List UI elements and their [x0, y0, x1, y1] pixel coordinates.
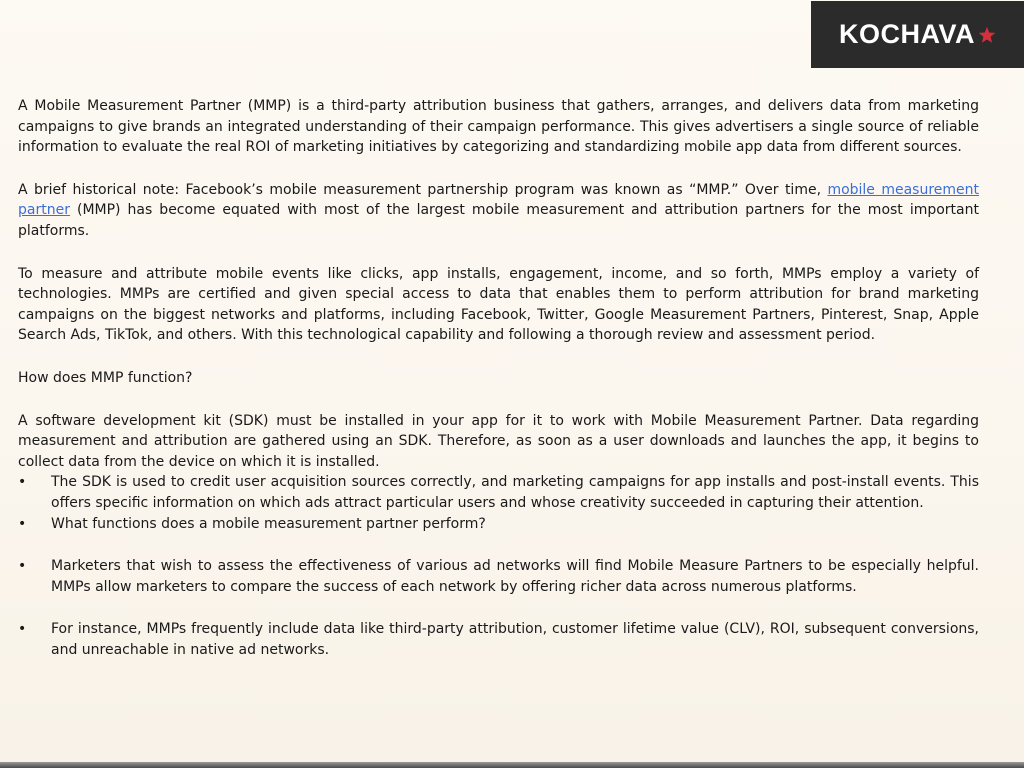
paragraph-technologies: To measure and attribute mobile events like clicks, app installs, engagement, income, and so forth, MMPs employ a variety of technologies. MMPs are certified and given special access to data that enables them to perform attribution for brand marketing campaigns on the biggest networks and platforms, including Facebook, Twitter, Google Measurement Partners, Pinterest, Snap, Apple Search Ads, TikTok, and others. With this technological capability and following a thorough review and assessment period.	[18, 265, 979, 344]
bullet-icon: •	[18, 515, 27, 532]
list-item-text: The SDK is used to credit user acquisition sources correctly, and marketing campaigns for app installs and post-install events. This offers specific information on which ads attract particular users and whose creativity succeeded in capturing their attention.	[51, 474, 979, 511]
section-heading: How does MMP function?	[18, 369, 193, 386]
star-icon	[978, 26, 996, 44]
paragraph-intro: A Mobile Measurement Partner (MMP) is a third-party attribution business that gathers, arranges, and delivers data from marketing campaigns to give brands an integrated understanding of their campaign performance. This gives advertisers a single source of reliable information to evaluate the real ROI of marketing initiatives by categorizing and standardizing mobile app data from different sources.	[18, 98, 979, 156]
article-body	[18, 96, 979, 660]
paragraph-history-end: (MMP) has become equated with most of the largest mobile measurement and attribution partners for the most important platforms.	[18, 202, 979, 239]
kochava-logo	[811, 1, 1024, 68]
list-item-text: For instance, MMPs frequently include data like third-party attribution, customer lifetime value (CLV), ROI, subsequent conversions, and unreachable in native ad networks.	[51, 621, 979, 658]
bullet-icon: •	[18, 474, 27, 491]
bullet-icon: •	[18, 621, 27, 638]
list-item	[18, 514, 979, 535]
logo-text: KOCHAVA	[839, 19, 975, 49]
list-item	[18, 556, 979, 597]
bottom-border	[0, 762, 1024, 768]
list-item-text: Marketers that wish to assess the effectiveness of various ad networks will find Mobile Measure Partners to be especially helpful. MMPs allow marketers to compare the success of each network by offering richer data across numerous platforms.	[51, 558, 979, 595]
paragraph-history	[18, 180, 979, 242]
list-item	[18, 619, 979, 660]
list-item-text: What functions does a mobile measurement partner perform?	[51, 515, 486, 532]
list-item	[18, 472, 979, 513]
paragraph-sdk: A software development kit (SDK) must be installed in your app for it to work with Mobile Measurement Partner. Data regarding measurement and attribution are gathered using an SDK. Therefore, as soon as a user downloads and launches the app, it begins to collect data from the device on which it is installed.	[18, 412, 979, 470]
paragraph-history-start: A brief historical note: Facebook’s mobile measurement partnership program was known as “MMP.” Over time,	[18, 181, 828, 198]
mobile-measurement-partner-link[interactable]: mobile measurement partner	[18, 181, 979, 219]
bullet-icon: •	[18, 558, 27, 575]
